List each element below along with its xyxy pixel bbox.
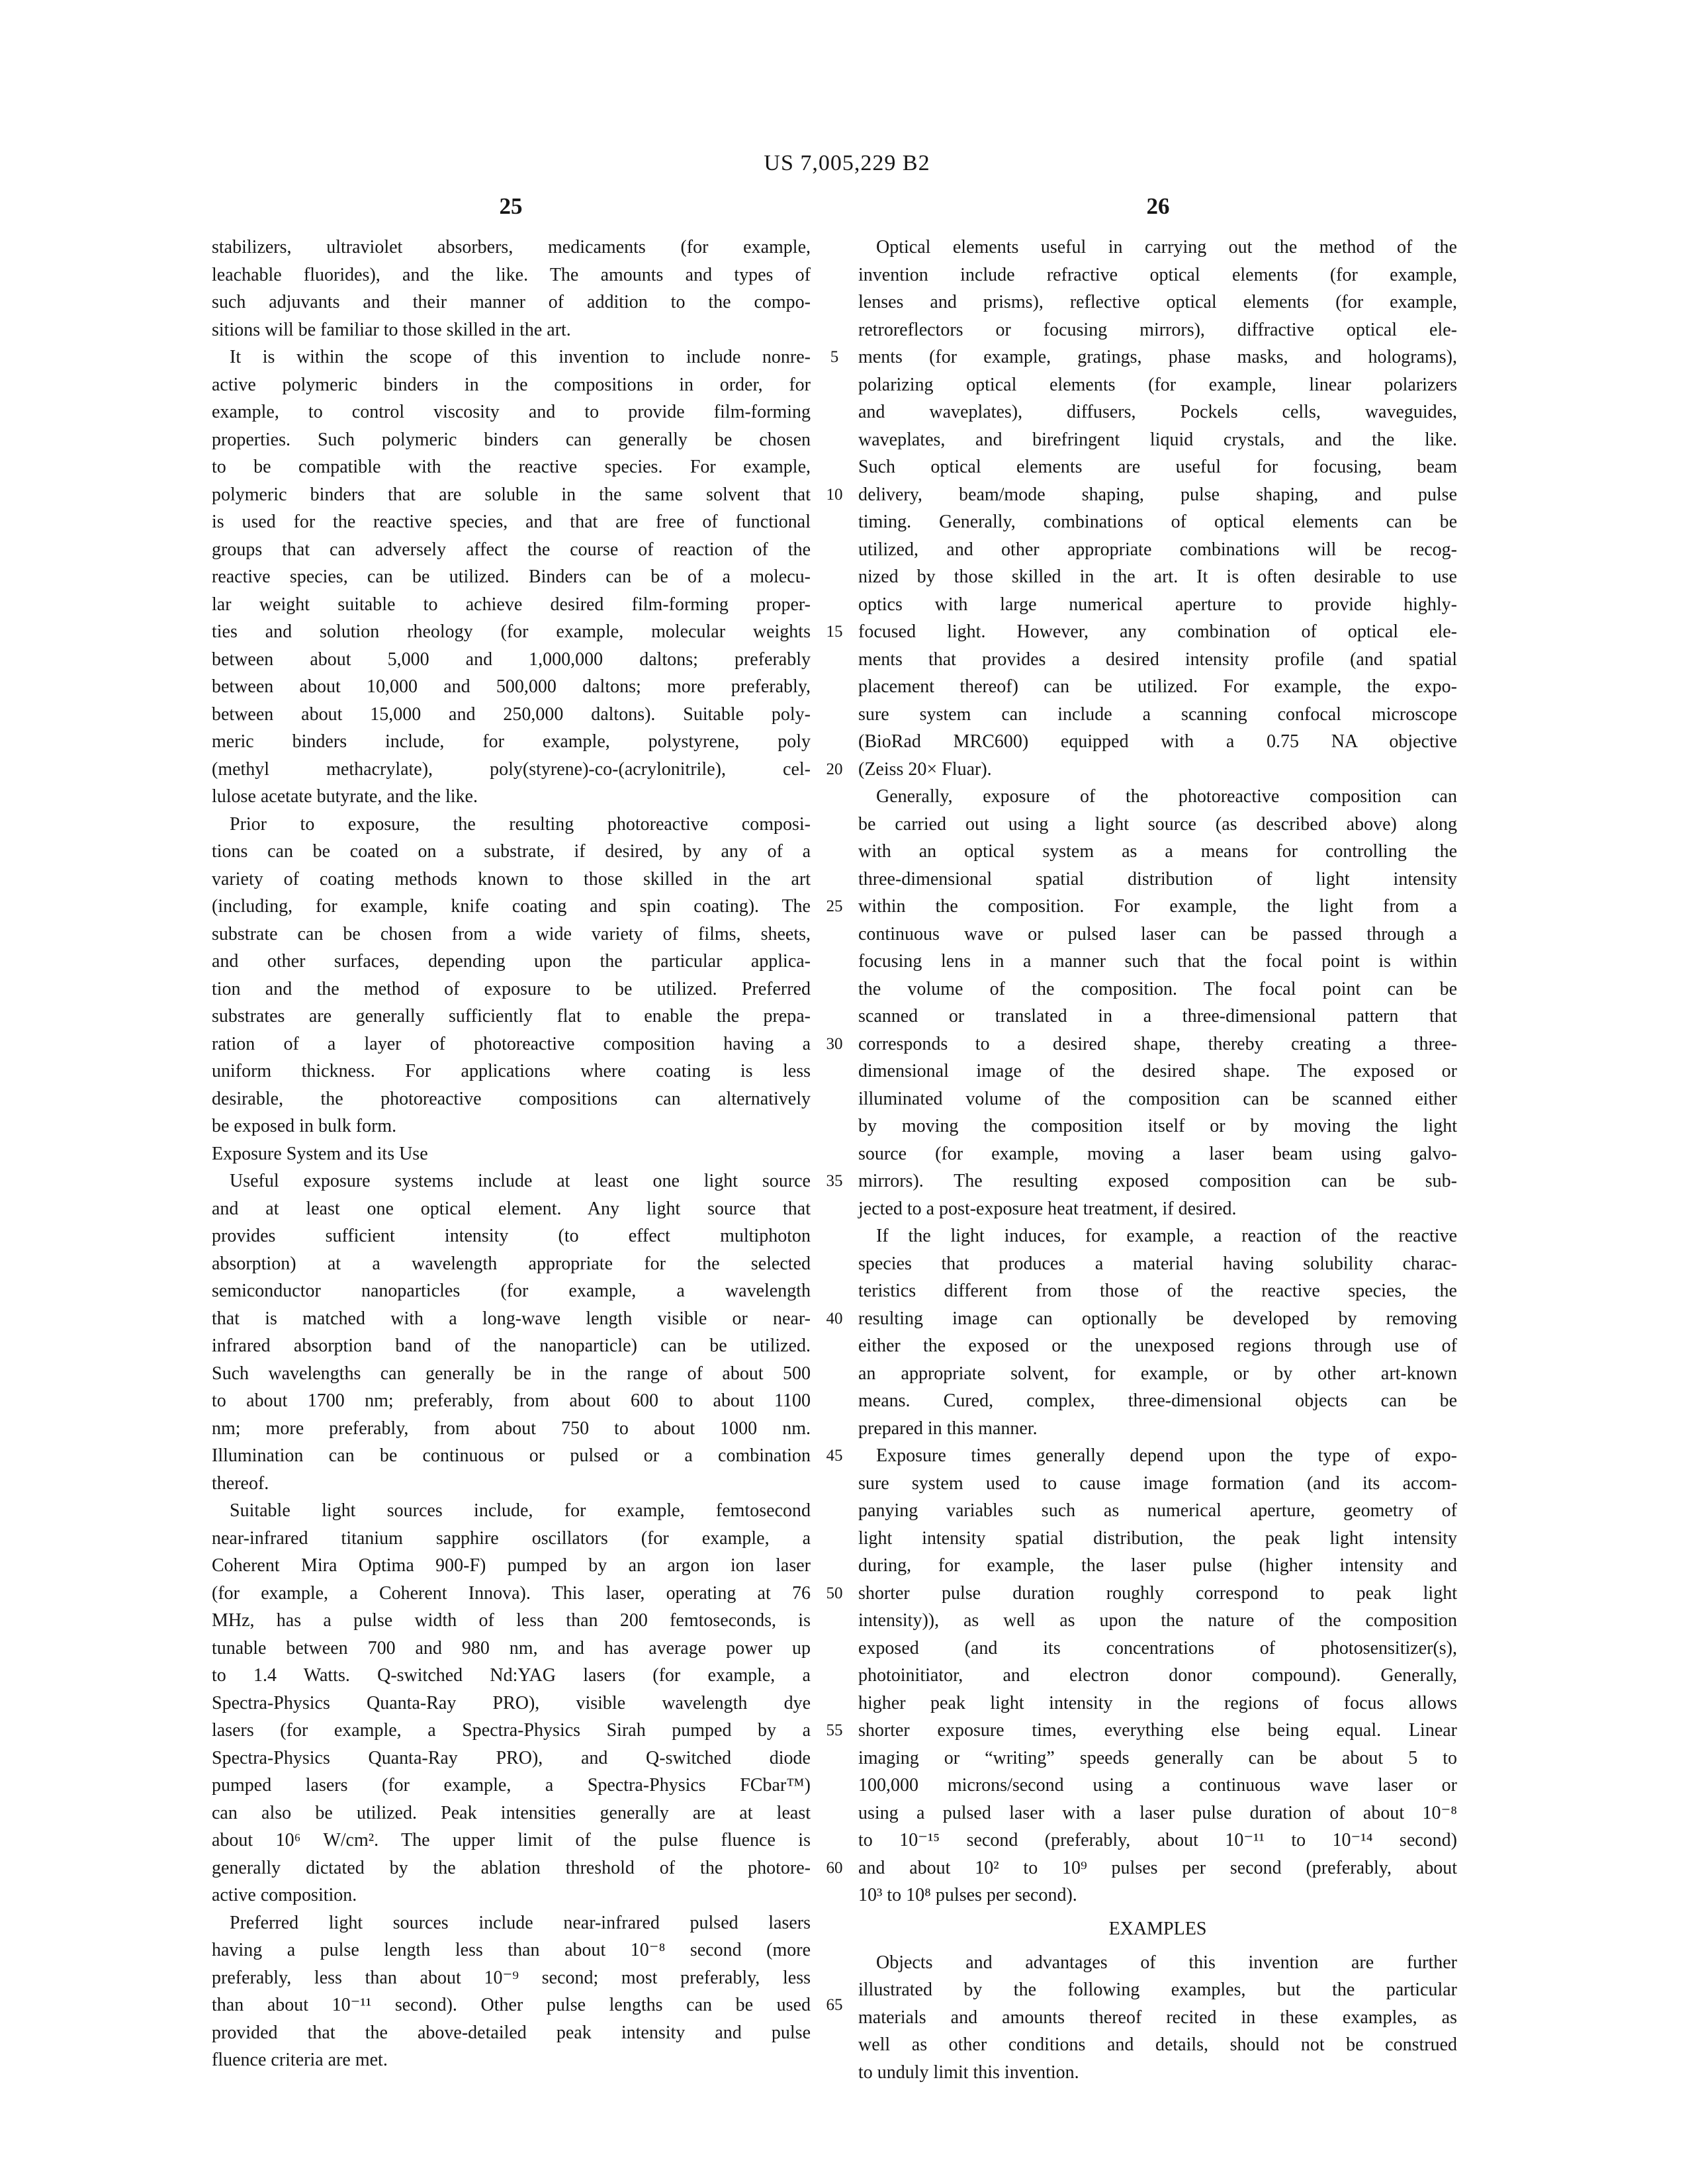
text-line: desirable, the photoreactive compositions can alternatively — [212, 1088, 811, 1109]
text-line: focused light. However, any combination of optical ele- — [858, 621, 1457, 642]
text-line: than about 10⁻¹¹ second). Other pulse lengths can be used — [212, 1995, 811, 2015]
text-line: It is within the scope of this invention to include nonre- — [230, 347, 811, 367]
text-line: mirrors). The resulting exposed composition can be sub- — [858, 1171, 1457, 1191]
text-line: active polymeric binders in the compositions in order, for — [212, 374, 811, 395]
text-line: continuous wave or pulsed laser can be passed through a — [858, 923, 1457, 944]
text-line: MHz, has a pulse width of less than 200 femtoseconds, is — [212, 1610, 811, 1631]
line-number: 35 — [826, 1172, 843, 1190]
text-line: pumped lasers (for example, a Spectra-Physics FCbar™) — [212, 1775, 811, 1796]
text-line: Objects and advantages of this invention are further — [876, 1952, 1457, 1973]
text-line: to 10⁻¹⁵ second (preferably, about 10⁻¹¹ to 10⁻¹⁴ second) — [858, 1830, 1457, 1850]
text-line: such adjuvants and their manner of addition to the compo- — [212, 292, 811, 312]
text-line: shorter pulse duration roughly correspond to peak light — [858, 1582, 1457, 1604]
text-line: lar weight suitable to achieve desired film-forming proper- — [212, 594, 811, 615]
text-line: jected to a post-exposure heat treatment, if desired. — [858, 1198, 1237, 1219]
text-line: stabilizers, ultraviolet absorbers, medicaments (for example, — [212, 237, 811, 257]
text-line: photoinitiator, and electron donor compound). Generally, — [858, 1665, 1457, 1686]
text-line: to 1.4 Watts. Q-switched Nd:YAG lasers (for example, a — [212, 1665, 811, 1686]
line-number: 65 — [826, 1996, 843, 2014]
text-line: generally dictated by the ablation threshold of the photore- — [212, 1857, 811, 1878]
text-line: Exposure times generally depend upon the type of expo- — [876, 1445, 1457, 1466]
text-line: Suitable light sources include, for example, femtosecond — [230, 1500, 811, 1521]
text-line: using a pulsed laser with a laser pulse duration of about 10⁻⁸ — [858, 1802, 1457, 1823]
text-line: tunable between 700 and 980 nm, and has average power up — [212, 1637, 811, 1659]
text-line: lulose acetate butyrate, and the like. — [212, 786, 478, 807]
text-line: between about 15,000 and 250,000 daltons). Suitable poly- — [212, 704, 811, 725]
text-line: tions can be coated on a substrate, if desired, by any of a — [212, 841, 811, 862]
text-line: shorter exposure times, everything else being equal. Linear — [858, 1720, 1457, 1741]
line-number: 20 — [826, 760, 843, 778]
text-line: utilized, and other appropriate combinations will be recog- — [858, 539, 1457, 560]
line-number: 50 — [826, 1584, 843, 1602]
text-line: 100,000 microns/second using a continuous wave laser or — [858, 1775, 1457, 1796]
text-line: (Zeiss 20× Fluar). — [858, 758, 992, 780]
text-line: teristics different from those of the reactive species, the — [858, 1281, 1457, 1301]
text-line: meric binders include, for example, polystyrene, poly — [212, 731, 811, 752]
text-line: within the composition. For example, the light from a — [858, 896, 1457, 917]
text-line: sitions will be familiar to those skilled in the art. — [212, 319, 571, 340]
text-line: variety of coating methods known to those skilled in the art — [212, 868, 811, 889]
text-line: retroreflectors or focusing mirrors), diffractive optical ele- — [858, 319, 1457, 340]
text-line: having a pulse length less than about 10⁻⁸ second (more — [212, 1940, 811, 1960]
text-line: optics with large numerical aperture to provide highly- — [858, 594, 1457, 615]
text-line: Prior to exposure, the resulting photoreactive composi- — [230, 813, 811, 835]
text-line: Coherent Mira Optima 900-F) pumped by an argon ion laser — [212, 1555, 811, 1576]
text-line: placement thereof) can be utilized. For example, the expo- — [858, 676, 1457, 697]
text-line: (including, for example, knife coating and spin coating). The — [212, 896, 811, 917]
text-line: thereof. — [212, 1473, 269, 1494]
text-line: during, for example, the laser pulse (higher intensity and — [858, 1555, 1457, 1576]
text-line: focusing lens in a manner such that the focal point is within — [858, 951, 1457, 972]
text-line: and about 10² to 10⁹ pulses per second (preferably, about — [858, 1857, 1457, 1878]
text-line: between about 5,000 and 1,000,000 daltons; preferably — [212, 649, 811, 670]
text-line: light intensity spatial distribution, the peak light intensity — [858, 1527, 1457, 1549]
text-line: that is matched with a long-wave length visible or near- — [212, 1308, 811, 1329]
text-line: ments (for example, gratings, phase masks, and holograms), — [858, 347, 1457, 367]
text-line: prepared in this manner. — [858, 1418, 1038, 1439]
text-line: Preferred light sources include near-infrared pulsed lasers — [230, 1912, 811, 1933]
text-line: about 10⁶ W/cm². The upper limit of the pulse fluence is — [212, 1830, 811, 1850]
text-line: Such optical elements are useful for focusing, beam — [858, 457, 1457, 477]
text-line: (for example, a Coherent Innova). This laser, operating at 76 — [212, 1582, 811, 1604]
patent-number-header: US 7,005,229 B2 — [764, 151, 930, 175]
text-line: 10³ to 10⁸ pulses per second). — [858, 1885, 1077, 1905]
text-line: ties and solution rheology (for example, molecular weights — [212, 621, 811, 642]
text-line: be carried out using a light source (as described above) along — [858, 813, 1457, 835]
text-line: corresponds to a desired shape, thereby creating a three- — [858, 1033, 1457, 1054]
text-line: dimensional image of the desired shape. The exposed or — [858, 1061, 1457, 1081]
text-line: to about 1700 nm; preferably, from about 600 to about 1100 — [212, 1390, 811, 1411]
text-line: by moving the composition itself or by moving the light — [858, 1116, 1457, 1136]
text-line: either the exposed or the unexposed regions through use of — [858, 1336, 1457, 1356]
text-line: be exposed in bulk form. — [212, 1116, 397, 1136]
column-25-text — [212, 234, 811, 2086]
subsection-heading: Exposure System and its Use — [212, 1143, 428, 1164]
text-line: semiconductor nanoparticles (for example, a wavelength — [212, 1281, 811, 1301]
text-line: three-dimensional spatial distribution of light intensity — [858, 868, 1457, 889]
text-line: nm; more preferably, from about 750 to about 1000 nm. — [212, 1418, 811, 1439]
text-line: sure system can include a scanning confocal microscope — [858, 704, 1457, 725]
text-line: properties. Such polymeric binders can generally be chosen — [212, 429, 811, 450]
text-line: provided that the above-detailed peak intensity and pulse — [212, 2022, 811, 2043]
text-line: timing. Generally, combinations of optical elements can be — [858, 512, 1457, 532]
text-line: substrate can be chosen from a wide variety of films, sheets, — [212, 923, 811, 944]
text-line: Illumination can be continuous or pulsed or a combination — [212, 1445, 811, 1466]
text-line: an appropriate solvent, for example, or by other art-known — [858, 1363, 1457, 1384]
page-content — [212, 234, 1457, 2086]
column-number-left: 25 — [499, 193, 523, 219]
section-heading: EXAMPLES — [1108, 1918, 1207, 1939]
text-line: Such wavelengths can generally be in the range of about 500 — [212, 1363, 811, 1384]
text-line: provides sufficient intensity (to effect multiphoton — [212, 1226, 811, 1246]
text-line: intensity)), as well as upon the nature of the composition — [858, 1610, 1457, 1631]
line-number: 30 — [826, 1034, 843, 1053]
text-line: lenses and prisms), reflective optical elements (for example, — [858, 292, 1457, 312]
text-line: infrared absorption band of the nanoparticle) can be utilized. — [212, 1336, 811, 1356]
text-line: absorption) at a wavelength appropriate for the selected — [212, 1253, 811, 1274]
text-line: is used for the reactive species, and that are free of functional — [212, 512, 811, 532]
text-line: uniform thickness. For applications where coating is less — [212, 1061, 811, 1081]
line-number: 10 — [826, 485, 843, 504]
text-line: Optical elements useful in carrying out the method of the — [876, 237, 1457, 257]
text-line: and other surfaces, depending upon the particular applica- — [212, 951, 811, 972]
text-line: Useful exposure systems include at least one light source — [230, 1171, 811, 1191]
text-line: materials and amounts thereof recited in these examples, as — [858, 2007, 1457, 2028]
line-number: 25 — [826, 897, 843, 915]
text-line: to unduly limit this invention. — [858, 2062, 1079, 2083]
text-line: If the light induces, for example, a reaction of the reactive — [876, 1226, 1457, 1246]
text-line: substrates are generally sufficiently flat to enable the prepa- — [212, 1006, 811, 1026]
line-number: 5 — [830, 348, 839, 366]
line-number: 15 — [826, 623, 843, 641]
text-line: delivery, beam/mode shaping, pulse shaping, and pulse — [858, 484, 1457, 505]
text-line: with an optical system as a means for controlling the — [858, 841, 1457, 862]
text-line: tion and the method of exposure to be utilized. Preferred — [212, 978, 811, 999]
text-line: scanned or translated in a three-dimensional pattern that — [858, 1006, 1457, 1026]
text-line: fluence criteria are met. — [212, 2050, 388, 2070]
text-line: well as other conditions and details, should not be construed — [858, 2034, 1457, 2055]
text-line: Generally, exposure of the photoreactive composition can — [876, 786, 1457, 807]
text-line: resulting image can optionally be developed by removing — [858, 1308, 1457, 1329]
text-line: and waveplates), diffusers, Pockels cells, waveguides, — [858, 402, 1457, 422]
text-line: leachable fluorides), and the like. The amounts and types of — [212, 264, 811, 285]
line-number: 45 — [826, 1447, 843, 1465]
text-line: Spectra-Physics Quanta-Ray PRO), and Q-switched diode — [212, 1747, 811, 1768]
text-line: lasers (for example, a Spectra-Physics Sirah pumped by a — [212, 1720, 811, 1741]
text-line: means. Cured, complex, three-dimensional objects can be — [858, 1390, 1457, 1411]
text-line: preferably, less than about 10⁻⁹ second; most preferably, less — [212, 1967, 811, 1988]
text-line: near-infrared titanium sapphire oscillators (for example, a — [212, 1527, 811, 1549]
text-line: can also be utilized. Peak intensities generally are at least — [212, 1802, 811, 1823]
text-line: Spectra-Physics Quanta-Ray PRO), visible wavelength dye — [212, 1692, 811, 1713]
line-number: 60 — [826, 1858, 843, 1877]
text-line: to be compatible with the reactive species. For example, — [212, 457, 811, 477]
text-line: ments that provides a desired intensity profile (and spatial — [858, 649, 1457, 670]
text-line: exposed (and its concentrations of photosensitizer(s), — [858, 1637, 1457, 1659]
text-line: species that produces a material having solubility charac- — [858, 1253, 1457, 1274]
text-line: illustrated by the following examples, but the particular — [858, 1979, 1457, 2000]
text-line: (BioRad MRC600) equipped with a 0.75 NA objective — [858, 731, 1457, 752]
text-line: reactive species, can be utilized. Binders can be of a molecu- — [212, 567, 811, 587]
text-line: (methyl methacrylate), poly(styrene)-co-(acrylonitrile), cel- — [212, 758, 811, 780]
text-line: invention include refractive optical elements (for example, — [858, 264, 1457, 285]
text-line: imaging or “writing” speeds generally can be about 5 to — [858, 1747, 1457, 1768]
text-line: polymeric binders that are soluble in the same solvent that — [212, 484, 811, 505]
text-line: higher peak light intensity in the regions of focus allows — [858, 1692, 1457, 1713]
line-number: 55 — [826, 1721, 843, 1739]
text-line: groups that can adversely affect the course of reaction of the — [212, 539, 811, 560]
column-26-text — [858, 234, 1457, 2086]
text-line: source (for example, moving a laser beam using galvo- — [858, 1143, 1457, 1164]
text-line: panying variables such as numerical aperture, geometry of — [858, 1500, 1457, 1521]
text-line: ration of a layer of photoreactive composition having a — [212, 1033, 811, 1054]
text-line: and at least one optical element. Any light source that — [212, 1198, 811, 1219]
text-line: between about 10,000 and 500,000 daltons; more preferably, — [212, 676, 811, 697]
column-number-right: 26 — [1146, 193, 1170, 219]
text-line: the volume of the composition. The focal point can be — [858, 978, 1457, 999]
text-line: illuminated volume of the composition can be scanned either — [858, 1088, 1457, 1109]
text-line: active composition. — [212, 1885, 357, 1905]
text-line: polarizing optical elements (for example, linear polarizers — [858, 374, 1457, 395]
text-line: sure system used to cause image formation (and its accom- — [858, 1473, 1457, 1494]
line-number-gutter — [811, 234, 858, 2086]
text-line: example, to control viscosity and to provide film-forming — [212, 402, 811, 422]
text-line: nized by those skilled in the art. It is often desirable to use — [858, 567, 1457, 587]
text-line: waveplates, and birefringent liquid crystals, and the like. — [858, 429, 1457, 450]
line-number: 40 — [826, 1309, 843, 1328]
